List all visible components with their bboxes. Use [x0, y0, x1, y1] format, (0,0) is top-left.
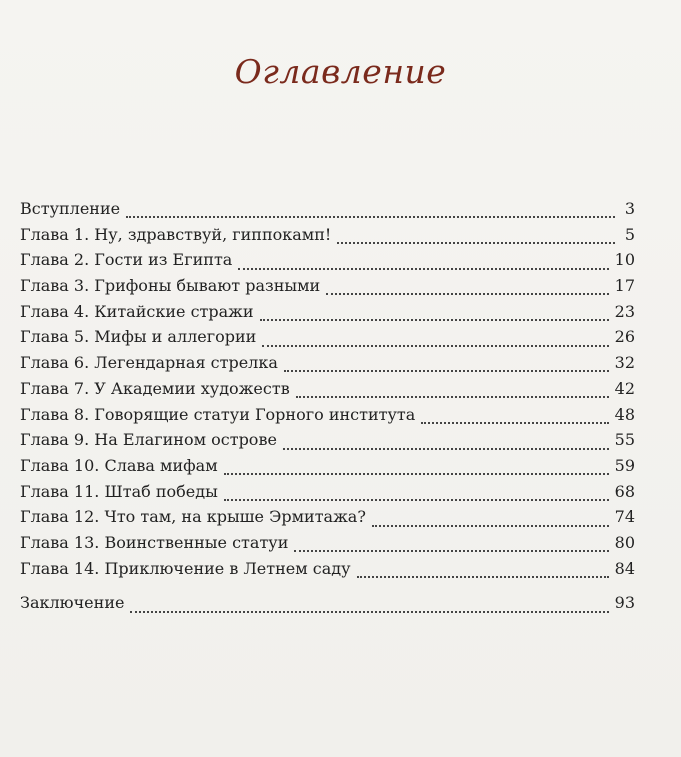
- toc-entry-label: Вступление: [20, 199, 121, 218]
- toc-dot-leader: [224, 498, 609, 501]
- toc-dot-leader: [283, 447, 609, 450]
- toc-entry-page: 23: [614, 301, 635, 321]
- toc-dot-leader: [260, 318, 609, 321]
- toc-dot-leader: [224, 472, 609, 475]
- toc-dot-leader: [421, 421, 608, 424]
- toc-entry-label: Глава 12. Что там, на крыше Эрмитажа?: [20, 507, 366, 527]
- toc-entry-label: Глава 7. У Академии художеств: [20, 378, 290, 398]
- toc-entry-page: 68: [614, 481, 635, 501]
- toc-entry-page: 5: [624, 224, 635, 244]
- toc-dot-leader: [357, 575, 609, 578]
- toc-entry-page: 74: [614, 507, 635, 527]
- toc-entry-page: 26: [614, 327, 635, 347]
- toc-entry-page: 32: [614, 353, 635, 373]
- toc-dot-leader: [262, 344, 608, 347]
- table-of-contents: [20, 199, 635, 619]
- toc-entry-chapter-3: [20, 276, 635, 302]
- toc-entry-label: Глава 4. Китайские стражи: [20, 301, 254, 321]
- toc-entry-chapter-6: [20, 353, 635, 379]
- toc-dot-leader: [284, 369, 609, 372]
- toc-entry-page: 3: [624, 199, 635, 218]
- toc-entry-chapter-11: [20, 482, 635, 508]
- toc-entry-page: 10: [614, 250, 635, 270]
- toc-entry-label: Глава 9. На Елагином острове: [20, 430, 277, 450]
- toc-entry-label: Глава 1. Ну, здравствуй, гиппокамп!: [20, 224, 332, 244]
- toc-entry-label: Глава 8. Говорящие статуи Горного института: [20, 404, 416, 424]
- toc-entry-label: Глава 2. Гости из Египта: [20, 250, 233, 270]
- toc-entry-label: Глава 10. Слава мифам: [20, 455, 218, 475]
- toc-entry-chapter-13: [20, 533, 635, 559]
- toc-entry-chapter-5: [20, 327, 635, 353]
- toc-dot-leader: [337, 241, 615, 244]
- toc-dot-leader: [126, 215, 615, 218]
- toc-entry-page: 55: [614, 430, 635, 450]
- toc-entry-chapter-9: [20, 430, 635, 456]
- toc-dot-leader: [296, 395, 609, 398]
- toc-entry-conclusion: [20, 593, 635, 619]
- toc-entry-page: 17: [614, 276, 635, 296]
- toc-entry-label: Глава 13. Воинственные статуи: [20, 532, 289, 552]
- toc-entry-intro: [20, 199, 635, 225]
- toc-entry-page: 80: [614, 532, 635, 552]
- toc-entry-label: Глава 3. Грифоны бывают разными: [20, 276, 321, 296]
- toc-dot-leader: [294, 549, 608, 552]
- toc-entry-page: 59: [614, 455, 635, 475]
- toc-entry-label: Глава 6. Легендарная стрелка: [20, 353, 278, 373]
- toc-entry-page: 42: [614, 378, 635, 398]
- toc-entry-chapter-8: [20, 405, 635, 431]
- toc-entry-chapter-2: [20, 250, 635, 276]
- toc-entry-chapter-7: [20, 379, 635, 405]
- toc-entry-label: Глава 14. Приключение в Летнем саду: [20, 558, 351, 578]
- toc-entry-chapter-10: [20, 456, 635, 482]
- toc-entry-label: Заключение: [20, 593, 125, 613]
- toc-entry-page: 93: [614, 593, 635, 613]
- toc-entry-chapter-14: [20, 559, 635, 585]
- toc-dot-leader: [372, 524, 609, 527]
- toc-entry-label: Глава 5. Мифы и аллегории: [20, 327, 257, 347]
- toc-entry-chapter-12: [20, 507, 635, 533]
- toc-entry-page: 48: [614, 404, 635, 424]
- page-title: Оглавление: [234, 52, 447, 91]
- toc-entry-page: 84: [614, 558, 635, 578]
- toc-dot-leader: [130, 610, 608, 613]
- toc-entry-chapter-1: [20, 225, 635, 251]
- toc-dot-leader: [326, 292, 608, 295]
- toc-entry-chapter-4: [20, 302, 635, 328]
- toc-entry-label: Глава 11. Штаб победы: [20, 481, 218, 501]
- toc-dot-leader: [238, 267, 608, 270]
